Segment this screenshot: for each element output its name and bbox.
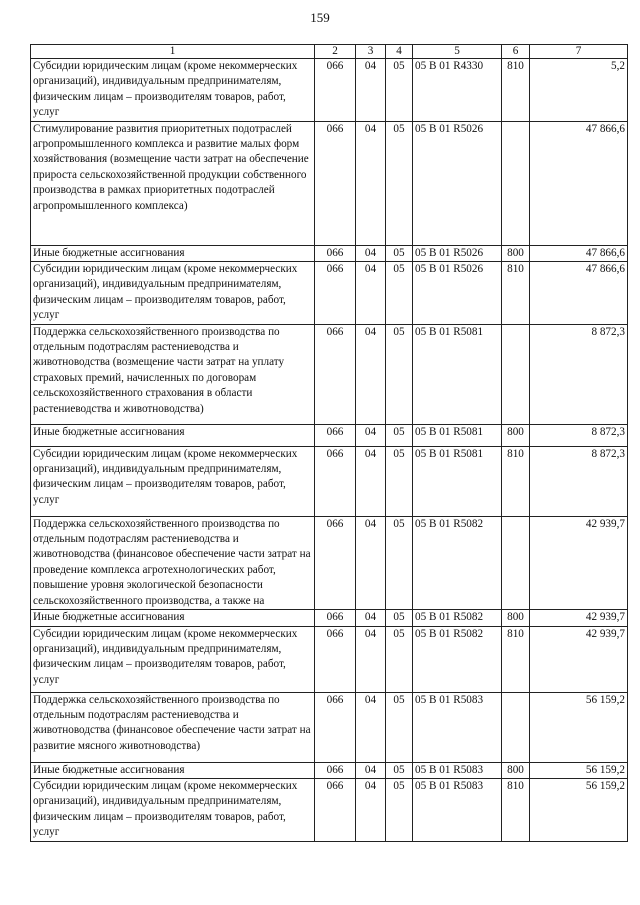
amount: 8 872,3 xyxy=(530,324,628,424)
ministry-code: 066 xyxy=(315,446,356,516)
subsection-code: 05 xyxy=(386,610,413,626)
expense-type-code: 810 xyxy=(502,262,530,325)
table-row xyxy=(31,245,628,261)
item-name: Поддержка сельскохозяйственного производства по отдельным подотраслям растениеводства и животноводства (финансовое обеспечение части затрат на развитие мясного животноводства) xyxy=(31,692,315,762)
expense-type-code: 810 xyxy=(502,446,530,516)
expense-type-code: 800 xyxy=(502,610,530,626)
target-article-code: 05 В 01 R5083 xyxy=(413,692,502,762)
target-article-code: 05 В 01 R5083 xyxy=(413,762,502,778)
section-code: 04 xyxy=(356,516,386,609)
table-row xyxy=(31,516,628,609)
section-code: 04 xyxy=(356,121,386,245)
expense-type-code xyxy=(502,121,530,245)
section-code: 04 xyxy=(356,692,386,762)
target-article-code: 05 В 01 R5081 xyxy=(413,324,502,424)
page-number: 159 xyxy=(310,10,330,25)
ministry-code: 066 xyxy=(315,516,356,609)
subsection-code: 05 xyxy=(386,626,413,692)
item-name: Иные бюджетные ассигнования xyxy=(31,245,315,261)
budget-table xyxy=(30,44,628,842)
amount: 47 866,6 xyxy=(530,262,628,325)
target-article-code: 05 В 01 R5083 xyxy=(413,778,502,841)
subsection-code: 05 xyxy=(386,692,413,762)
section-code: 04 xyxy=(356,446,386,516)
item-name: Субсидии юридическим лицам (кроме некоммерческих организаций), индивидуальным предпринимателям, физическим лицам – производителям товаров, работ, услуг xyxy=(31,446,315,516)
amount: 42 939,7 xyxy=(530,610,628,626)
column-header: 7 xyxy=(530,45,628,59)
table-row xyxy=(31,121,628,245)
item-name: Субсидии юридическим лицам (кроме некоммерческих организаций), индивидуальным предпринимателям, физическим лицам – производителям товаров, работ, услуг xyxy=(31,626,315,692)
subsection-code: 05 xyxy=(386,324,413,424)
section-code: 04 xyxy=(356,262,386,325)
target-article-code: 05 В 01 R5026 xyxy=(413,262,502,325)
table-row xyxy=(31,262,628,325)
table-row xyxy=(31,762,628,778)
ministry-code: 066 xyxy=(315,59,356,122)
ministry-code: 066 xyxy=(315,610,356,626)
section-code: 04 xyxy=(356,424,386,446)
target-article-code: 05 В 01 R5081 xyxy=(413,446,502,516)
table-row xyxy=(31,610,628,626)
section-code: 04 xyxy=(356,245,386,261)
target-article-code: 05 В 01 R5026 xyxy=(413,245,502,261)
table-row xyxy=(31,424,628,446)
column-header: 2 xyxy=(315,45,356,59)
section-code: 04 xyxy=(356,324,386,424)
column-header: 5 xyxy=(413,45,502,59)
expense-type-code xyxy=(502,516,530,609)
subsection-code: 05 xyxy=(386,516,413,609)
item-name: Субсидии юридическим лицам (кроме некоммерческих организаций), индивидуальным предпринимателям, физическим лицам – производителям товаров, работ, услуг xyxy=(31,262,315,325)
subsection-code: 05 xyxy=(386,59,413,122)
expense-type-code: 800 xyxy=(502,424,530,446)
item-name: Стимулирование развития приоритетных подотраслей агропромышленного комплекса и развитие малых форм хозяйствования (возмещение части затрат на обеспечение прироста сельскохозяйственной продукции собственного производства в рамках приоритетных подотраслей агропромышленного комплекса) xyxy=(31,121,315,245)
subsection-code: 05 xyxy=(386,762,413,778)
item-name: Иные бюджетные ассигнования xyxy=(31,424,315,446)
target-article-code: 05 В 01 R5081 xyxy=(413,424,502,446)
subsection-code: 05 xyxy=(386,424,413,446)
subsection-code: 05 xyxy=(386,262,413,325)
table-row xyxy=(31,324,628,424)
expense-type-code: 810 xyxy=(502,626,530,692)
amount: 56 159,2 xyxy=(530,762,628,778)
amount: 8 872,3 xyxy=(530,446,628,516)
item-name: Иные бюджетные ассигнования xyxy=(31,610,315,626)
target-article-code: 05 В 01 R5082 xyxy=(413,516,502,609)
section-code: 04 xyxy=(356,610,386,626)
amount: 47 866,6 xyxy=(530,245,628,261)
subsection-code: 05 xyxy=(386,778,413,841)
item-name: Субсидии юридическим лицам (кроме некоммерческих организаций), индивидуальным предпринимателям, физическим лицам – производителям товаров, работ, услуг xyxy=(31,778,315,841)
ministry-code: 066 xyxy=(315,778,356,841)
table-row xyxy=(31,626,628,692)
table-row xyxy=(31,59,628,122)
expense-type-code xyxy=(502,692,530,762)
amount: 47 866,6 xyxy=(530,121,628,245)
expense-type-code: 800 xyxy=(502,245,530,261)
ministry-code: 066 xyxy=(315,324,356,424)
column-header: 1 xyxy=(31,45,315,59)
subsection-code: 05 xyxy=(386,121,413,245)
expense-type-code: 800 xyxy=(502,762,530,778)
table-row xyxy=(31,692,628,762)
amount: 42 939,7 xyxy=(530,516,628,609)
item-name: Субсидии юридическим лицам (кроме некоммерческих организаций), индивидуальным предпринимателям, физическим лицам – производителям товаров, работ, услуг xyxy=(31,59,315,122)
ministry-code: 066 xyxy=(315,245,356,261)
expense-type-code xyxy=(502,324,530,424)
table-row xyxy=(31,446,628,516)
ministry-code: 066 xyxy=(315,262,356,325)
amount: 42 939,7 xyxy=(530,626,628,692)
column-number-row xyxy=(31,45,628,59)
amount: 56 159,2 xyxy=(530,778,628,841)
target-article-code: 05 В 01 R5082 xyxy=(413,626,502,692)
target-article-code: 05 В 01 R4330 xyxy=(413,59,502,122)
ministry-code: 066 xyxy=(315,626,356,692)
expense-type-code: 810 xyxy=(502,778,530,841)
section-code: 04 xyxy=(356,626,386,692)
table-row xyxy=(31,778,628,841)
amount: 56 159,2 xyxy=(530,692,628,762)
section-code: 04 xyxy=(356,762,386,778)
section-code: 04 xyxy=(356,778,386,841)
target-article-code: 05 В 01 R5026 xyxy=(413,121,502,245)
ministry-code: 066 xyxy=(315,762,356,778)
ministry-code: 066 xyxy=(315,121,356,245)
column-header: 4 xyxy=(386,45,413,59)
section-code: 04 xyxy=(356,59,386,122)
item-name: Поддержка сельскохозяйственного производства по отдельным подотраслям растениеводства и животноводства (финансовое обеспечение части затрат на проведение комплекса агротехнологических работ, повышение уровня экологической безопасности сельскохозяйственного производства, а также на xyxy=(31,516,315,609)
amount: 5,2 xyxy=(530,59,628,122)
item-name: Поддержка сельскохозяйственного производства по отдельным подотраслям растениеводства и животноводства (возмещение части затрат на уплату страховых премий, начисленных по договорам сельскохозяйственного страхования в области растениеводства и животноводства) xyxy=(31,324,315,424)
amount: 8 872,3 xyxy=(530,424,628,446)
item-name: Иные бюджетные ассигнования xyxy=(31,762,315,778)
expense-type-code: 810 xyxy=(502,59,530,122)
ministry-code: 066 xyxy=(315,424,356,446)
subsection-code: 05 xyxy=(386,245,413,261)
target-article-code: 05 В 01 R5082 xyxy=(413,610,502,626)
column-header: 6 xyxy=(502,45,530,59)
ministry-code: 066 xyxy=(315,692,356,762)
column-header: 3 xyxy=(356,45,386,59)
subsection-code: 05 xyxy=(386,446,413,516)
